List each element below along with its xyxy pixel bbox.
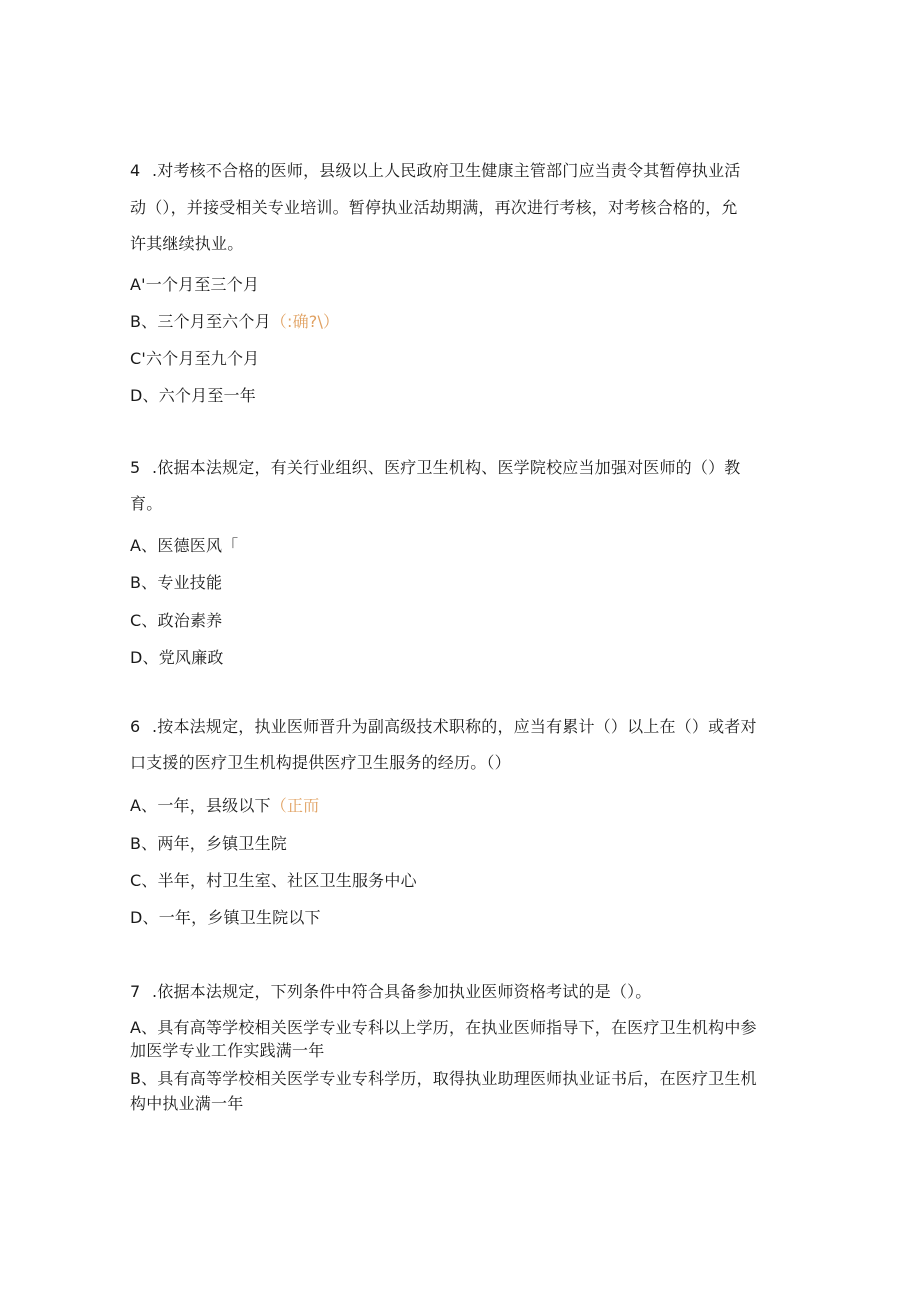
option-c[interactable]: C、半年，村卫生室、社区卫生服务中心 [130,871,417,890]
question-number: 7 [130,982,141,1001]
option-c[interactable]: C、政治素养 [130,611,223,630]
question-number: 4 [130,161,141,180]
question-stem-line: 6 .按本法规定，执业医师晋升为副高级技术职称的，应当有累计（）以上在（）或者对 [130,717,757,736]
option-d[interactable]: D、六个月至一年 [130,386,256,405]
option-c[interactable]: C'六个月至九个月 [130,349,260,368]
question-stem-line: 口支援的医疗卫生机构提供医疗卫生服务的经历。（） [130,753,511,772]
option-a[interactable]: A、具有高等学校相关医学专业专科以上学历，在执业医师指导下，在医疗卫生机构中参 [130,1018,757,1037]
option-b[interactable]: B、三个月至六个月（:确?\） [130,312,340,331]
option-b[interactable]: B、专业技能 [130,573,223,592]
option-d[interactable]: D、一年，乡镇卫生院以下 [130,908,321,927]
question-number: 6 [130,717,141,736]
question-stem-line: 育。 [130,494,163,513]
answer-note: （:确?\） [270,312,340,331]
option-b[interactable]: B、两年，乡镇卫生院 [130,834,287,853]
question-stem-line: 7 .依据本法规定，下列条件中符合具备参加执业医师资格考试的是（）。 [130,982,652,1001]
question-number: 5 [130,458,141,477]
option-a[interactable]: A'一个月至三个月 [130,275,260,294]
option-a[interactable]: A、一年，县级以下（正而 [130,796,320,815]
option-a-continued: 加医学专业工作实践满一年 [130,1041,325,1060]
question-stem-line: 许其继续执业。 [130,234,244,253]
option-b[interactable]: B、具有高等学校相关医学专业专科学历，取得执业助理医师执业证书后，在医疗卫生机 [130,1069,757,1088]
question-stem-line: 5 .依据本法规定，有关行业组织、医疗卫生机构、医学院校应当加强对医师的（）教 [130,458,741,477]
option-b-continued: 构中执业满一年 [130,1094,244,1113]
question-stem-line: 4 .对考核不合格的医师，县级以上人民政府卫生健康主管部门应当责令其暂停执业活 [130,161,741,180]
option-a[interactable]: A、医德医风「 [130,536,239,555]
question-stem-line: 动（），并接受相关专业培训。暂停执业活劫期满，再次进行考核，对考核合格的，允 [130,198,738,217]
option-d[interactable]: D、党风廉政 [130,648,224,667]
answer-note: （正而 [270,796,320,815]
